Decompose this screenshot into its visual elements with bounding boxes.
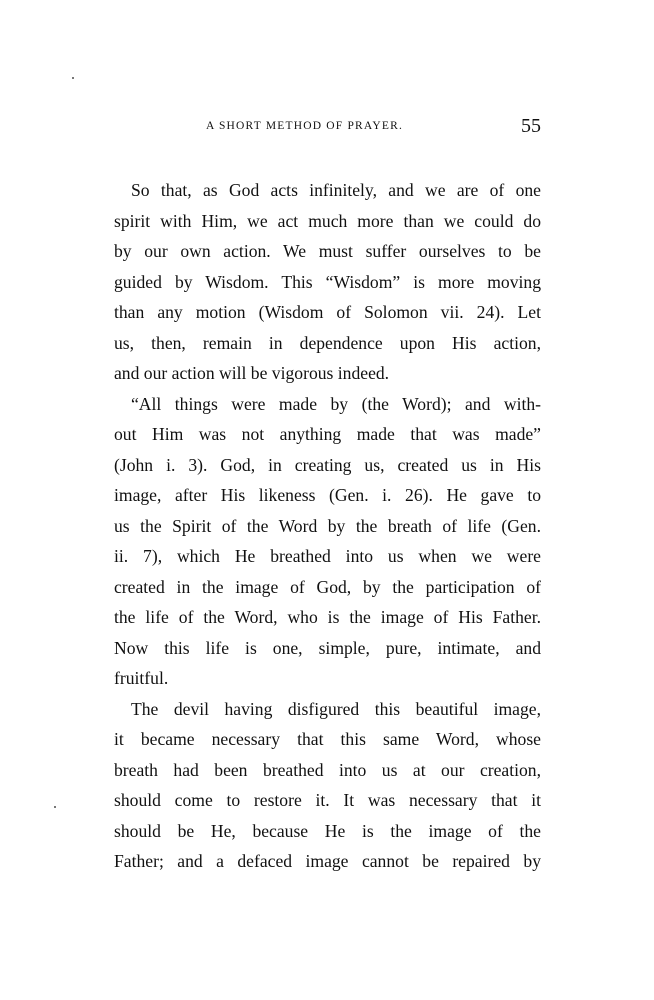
text-line: Father; and a defaced image cannot be repaired by — [114, 851, 541, 871]
text-line: ii. 7), which He breathed into us when we were — [114, 546, 541, 566]
text-line: guided by Wisdom. This “Wisdom” is more moving — [114, 271, 541, 292]
text-line: out Him was not anything made that was made” — [114, 424, 541, 444]
text-line: created in the image of God, by the participation of — [114, 576, 541, 597]
text-line: spirit with Him, we act much more than we could do — [114, 210, 541, 231]
text-line: image, after His likeness (Gen. i. 26). He gave to — [114, 485, 541, 505]
text-line: fruitful. — [114, 668, 169, 688]
text-line: So that, as God acts infinitely, and we are of one — [131, 180, 541, 200]
running-title: A SHORT METHOD OF PRAYER. — [206, 120, 404, 132]
text-line: it became necessary that this same Word, whose — [114, 729, 541, 749]
text-line: breath had been breathed into us at our creation, — [114, 759, 541, 780]
text-line: us, then, remain in dependence upon His action, — [114, 332, 541, 353]
paragraph — [114, 694, 541, 877]
page-header — [114, 117, 541, 139]
scan-speck — [72, 77, 74, 79]
text-line: by our own action. We must suffer ourselves to be — [114, 241, 541, 261]
text-line: should be He, because He is the image of the — [114, 820, 541, 841]
text-line: the life of the Word, who is the image of His Father. — [114, 607, 541, 627]
text-line: us the Spirit of the Word by the breath of life (Gen. — [114, 515, 541, 536]
text-line: should come to restore it. It was necessary that it — [114, 790, 541, 810]
text-line: The devil having disfigured this beautiful image, — [131, 698, 541, 719]
paragraph — [114, 389, 541, 694]
text-line: (John i. 3). God, in creating us, created us in His — [114, 454, 541, 475]
text-line: and our action will be vigorous indeed. — [114, 363, 390, 383]
page-number: 55 — [521, 115, 541, 137]
paragraph — [114, 175, 541, 389]
text-line: Now this life is one, simple, pure, intimate, and — [114, 637, 541, 658]
text-line: than any motion (Wisdom of Solomon vii. 24). Let — [114, 302, 541, 322]
scan-speck — [54, 806, 56, 808]
page-body — [114, 175, 541, 877]
text-line: “All things were made by (the Word); and with- — [131, 393, 541, 414]
